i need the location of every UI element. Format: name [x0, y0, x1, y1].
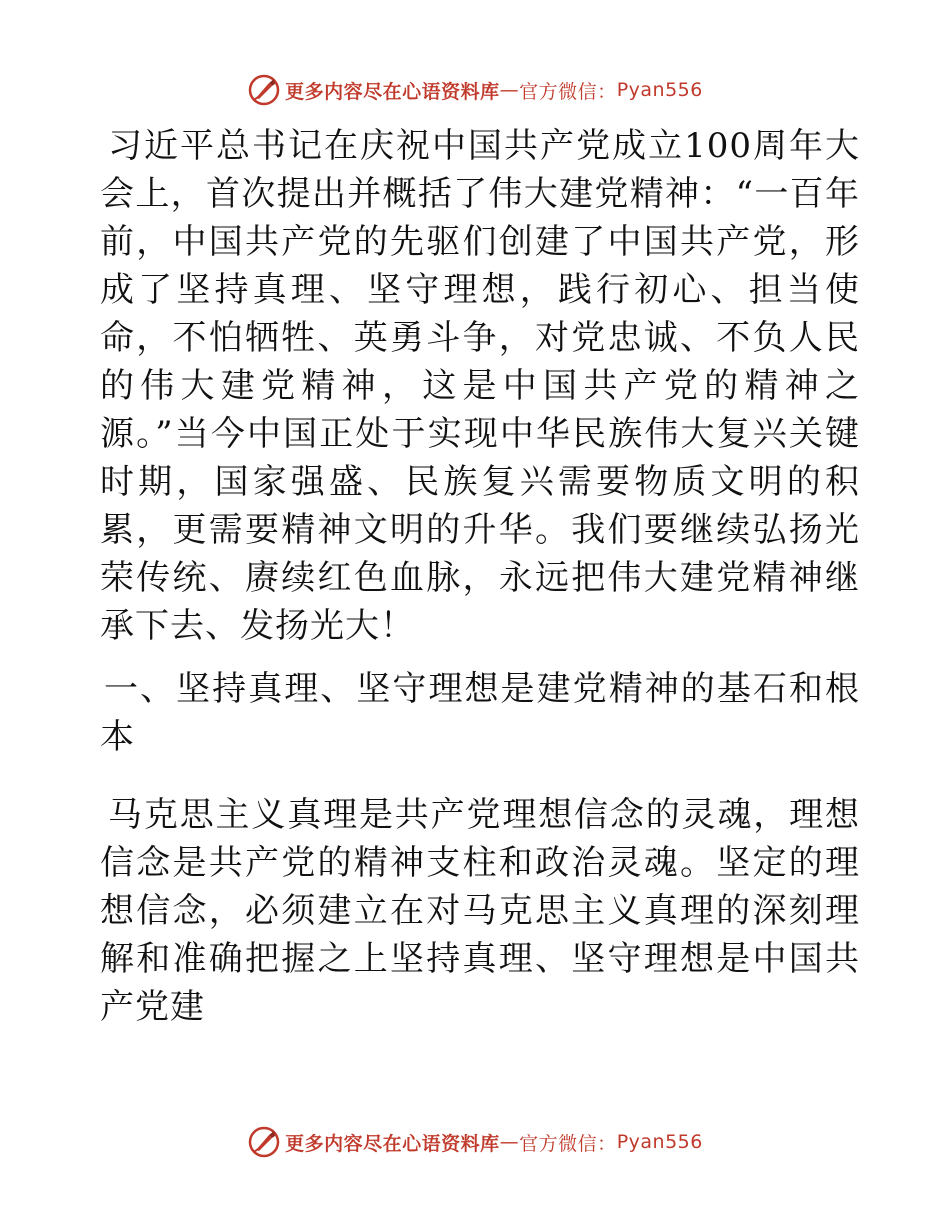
banner-brand-text: 更多内容尽在心语资料库 [285, 1132, 500, 1155]
banner-separator: — [499, 79, 520, 101]
body-paragraph-1: 习近平总书记在庆祝中国共产党成立100周年大会上，首次提出并概括了伟大建党精神：“一百年前，中国共产党的先驱们创建了中国共产党，形成了坚持真理、坚守理想，践行初心、担当使命，不怕牺牲、英勇斗争，对党忠诚、不负人民的伟大建党精神，这是中国共产党的精神之源。”当今中国正处于实现中华民族伟大复兴关键时期，国家强盛、民族复兴需要物质文明的积累，更需要精神文明的升华。我们要继续弘扬光荣传统、赓续红色血脉，永远把伟大建党精神继承下去、发扬光大！ [100, 126, 860, 646]
quill-pen-logo-icon [247, 73, 281, 107]
quill-pen-logo-icon [247, 1125, 281, 1159]
banner-contact-label: 官方微信： [519, 1132, 617, 1155]
banner-wechat-id: Pyan556 [616, 79, 703, 101]
header-watermark-banner [0, 70, 950, 110]
body-paragraph-2: 马克思主义真理是共产党理想信念的灵魂，理想信念是共产党的精神支柱和政治灵魂。坚定的理想信念，必须建立在对马克思主义真理的深刻理解和准确把握之上坚持真理、坚守理想是中国共产党建 [100, 795, 860, 1027]
banner-brand-text: 更多内容尽在心语资料库 [285, 80, 500, 103]
section-heading-1: 一、坚持真理、坚守理想是建党精神的基石和根本 [100, 669, 860, 757]
banner-wechat-id: Pyan556 [616, 1131, 703, 1153]
document-body [100, 122, 860, 1031]
banner-separator: — [499, 1131, 520, 1153]
banner-contact-label: 官方微信： [519, 80, 617, 103]
footer-watermark-banner [0, 1122, 950, 1162]
